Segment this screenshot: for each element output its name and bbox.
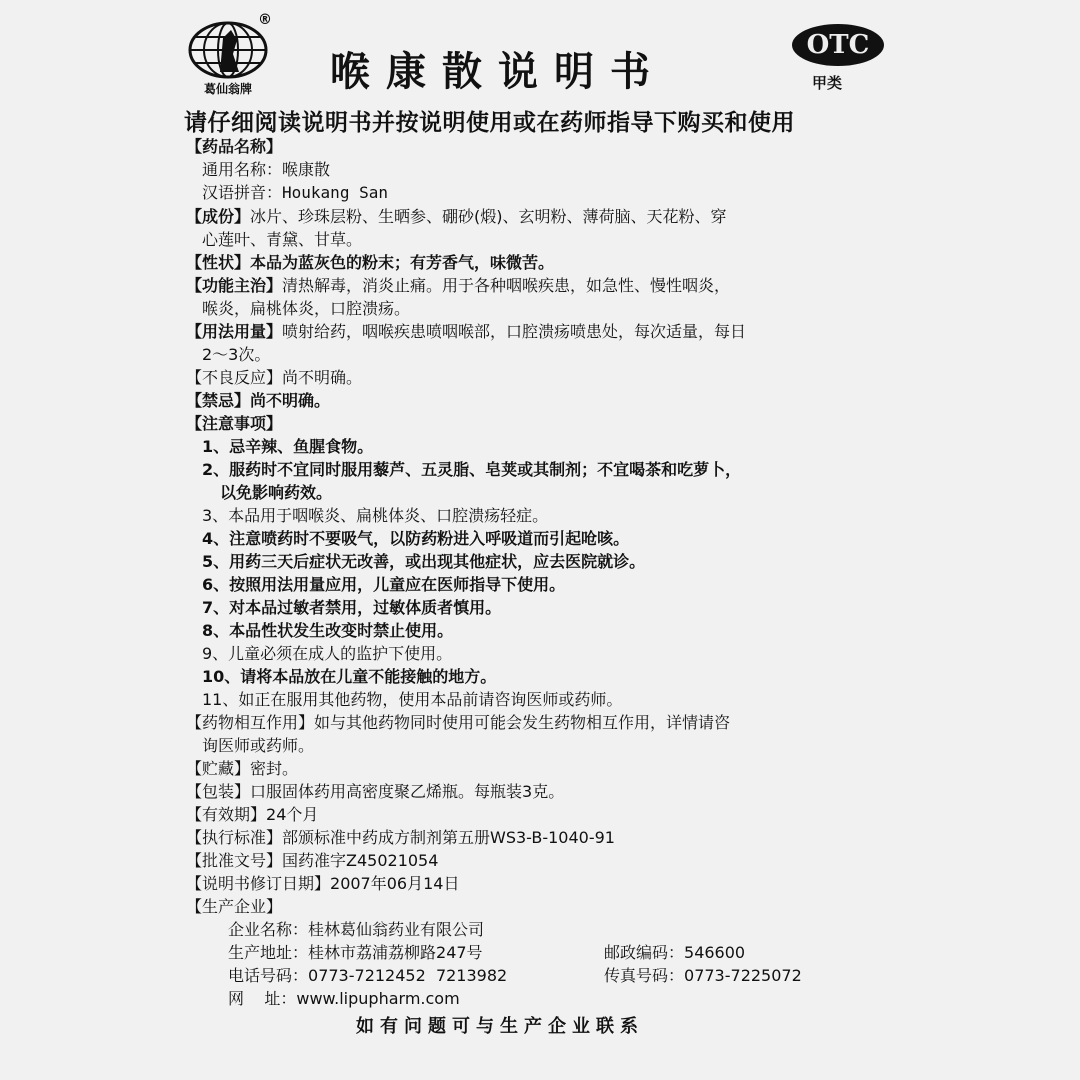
precaution-item: 6、按照用法用量应用，儿童应在医师指导下使用。 [202, 575, 566, 594]
generic-name [202, 160, 330, 180]
precaution-item: 5、用药三天后症状无改善，或出现其他症状，应去医院就诊。 [202, 552, 646, 571]
indications-text-2: 喉炎，扁桃体炎，口腔溃疡。 [202, 299, 411, 318]
approval-line [186, 851, 438, 871]
section-heading-precautions: 【注意事项】 [186, 414, 283, 433]
packaging-line [186, 782, 564, 802]
precaution-item: 7、对本品过敏者禁用，过敏体质者慎用。 [202, 598, 502, 617]
indications-line-1 [186, 276, 730, 296]
interactions-text-1: 如与其他药物同时使用可能会发生药物相互作用，详情请咨 [314, 713, 731, 732]
pinyin-value: Houkang San [282, 183, 388, 202]
phone-value: 0773-7212452 7213982 [308, 966, 508, 985]
generic-name-label: 通用名称： [202, 160, 283, 179]
revision-line [186, 874, 459, 894]
usage-warning: 请仔细阅读说明书并按说明使用或在药师指导下购买和使用 [184, 110, 795, 136]
phone-label: 电话号码： [228, 966, 309, 985]
precaution-item: 9、儿童必须在成人的监护下使用。 [202, 644, 453, 663]
dosage-text-1: 喷射给药，咽喉疾患喷咽喉部，口腔溃疡喷患处，每次适量，每日 [282, 322, 747, 341]
company-name-value: 桂林葛仙翁药业有限公司 [308, 920, 485, 939]
contraindications-text: 尚不明确。 [250, 391, 331, 410]
validity-text: 24个月 [266, 805, 319, 824]
packaging-text: 口服固体药用高密度聚乙烯瓶。每瓶装3克。 [250, 782, 565, 801]
section-heading-properties: 【性状】 [186, 253, 251, 272]
precaution-item: 11、如正在服用其他药物，使用本品前请咨询医师或药师。 [202, 690, 623, 709]
pinyin-name [202, 183, 388, 203]
brand-name: 葛仙翁牌 [203, 82, 252, 96]
fax-label: 传真号码： [604, 966, 685, 985]
storage-line [186, 759, 298, 779]
contraindications-line [186, 391, 330, 411]
section-heading-ingredients: 【成份】 [186, 207, 251, 226]
section-heading-validity: 【有效期】 [186, 805, 267, 824]
registered-mark: ® [258, 12, 272, 28]
section-heading-interactions: 【药物相互作用】 [186, 713, 315, 732]
dosage-text-2: 2～3次。 [202, 345, 271, 364]
company-address [228, 943, 483, 963]
company-website [228, 989, 460, 1009]
website-value: www.lipupharm.com [296, 989, 460, 1008]
ingredients-text-1: 冰片、珍珠层粉、生晒参、硼砂(煅)、玄明粉、薄荷脑、天花粉、穿 [250, 207, 727, 226]
section-heading-approval: 【批准文号】 [186, 851, 283, 870]
standard-line [186, 828, 615, 848]
address-value: 桂林市荔浦荔柳路247号 [308, 943, 483, 962]
section-heading-drug-name: 【药品名称】 [186, 137, 283, 156]
properties-line [186, 253, 554, 273]
address-label: 生产地址： [228, 943, 309, 962]
precaution-item: 3、本品用于咽喉炎、扁桃体炎、口腔溃疡轻症。 [202, 506, 549, 525]
precaution-item: 1、忌辛辣、鱼腥食物。 [202, 437, 374, 456]
company-name [228, 920, 484, 940]
section-heading-dosage: 【用法用量】 [186, 322, 283, 341]
section-heading-manufacturer: 【生产企业】 [186, 897, 283, 916]
page-title: 喉康散说明书 [330, 48, 666, 95]
interactions-text-2: 询医师或药师。 [202, 736, 315, 755]
adverse-line [186, 368, 362, 388]
section-heading-contraindications: 【禁忌】 [186, 391, 251, 410]
properties-text: 本品为蓝灰色的粉末；有芳香气，味微苦。 [250, 253, 555, 272]
section-heading-standard: 【执行标准】 [186, 828, 283, 847]
postcode-value: 546600 [684, 943, 746, 962]
pinyin-label: 汉语拼音： [202, 183, 283, 202]
section-heading-storage: 【贮藏】 [186, 759, 251, 778]
dosage-line-1 [186, 322, 746, 342]
precaution-item: 2、服药时不宜同时服用藜芦、五灵脂、皂荚或其制剂；不宜喝茶和吃萝卜， [202, 460, 742, 479]
storage-text: 密封。 [250, 759, 299, 778]
section-heading-adverse: 【不良反应】 [186, 368, 283, 387]
postcode-label: 邮政编码： [604, 943, 685, 962]
fax-value: 0773-7225072 [684, 966, 802, 985]
otc-class-label: 甲类 [812, 74, 843, 92]
precaution-item: 以免影响药效。 [220, 483, 333, 502]
precaution-item: 8、本品性状发生改变时禁止使用。 [202, 621, 454, 640]
company-name-label: 企业名称： [228, 920, 309, 939]
ingredients-line-1 [186, 207, 727, 227]
otc-badge: OTC [792, 24, 884, 66]
website-label: 网 址： [228, 989, 297, 1008]
precaution-item: 4、注意喷药时不要吸气，以防药粉进入呼吸道而引起呛咳。 [202, 529, 630, 548]
section-heading-packaging: 【包装】 [186, 782, 251, 801]
ingredients-text-2: 心莲叶、青黛、甘草。 [202, 230, 363, 249]
company-phone [228, 966, 507, 986]
section-heading-revision: 【说明书修订日期】 [186, 874, 331, 893]
standard-text: 部颁标准中药成方制剂第五册WS3-B-1040-91 [282, 828, 615, 847]
company-postcode [604, 943, 745, 963]
company-fax [604, 966, 802, 986]
contact-footer: 如有问题可与生产企业联系 [356, 1016, 644, 1037]
approval-text: 国药准字Z45021054 [282, 851, 439, 870]
indications-text-1: 清热解毒，消炎止痛。用于各种咽喉疾患，如急性、慢性咽炎， [282, 276, 731, 295]
adverse-text: 尚不明确。 [282, 368, 363, 387]
precaution-item: 10、请将本品放在儿童不能接触的地方。 [202, 667, 497, 686]
validity-line [186, 805, 318, 825]
revision-text: 2007年06月14日 [330, 874, 460, 893]
interactions-line-1 [186, 713, 730, 733]
generic-name-value: 喉康散 [282, 160, 331, 179]
section-heading-indications: 【功能主治】 [186, 276, 283, 295]
